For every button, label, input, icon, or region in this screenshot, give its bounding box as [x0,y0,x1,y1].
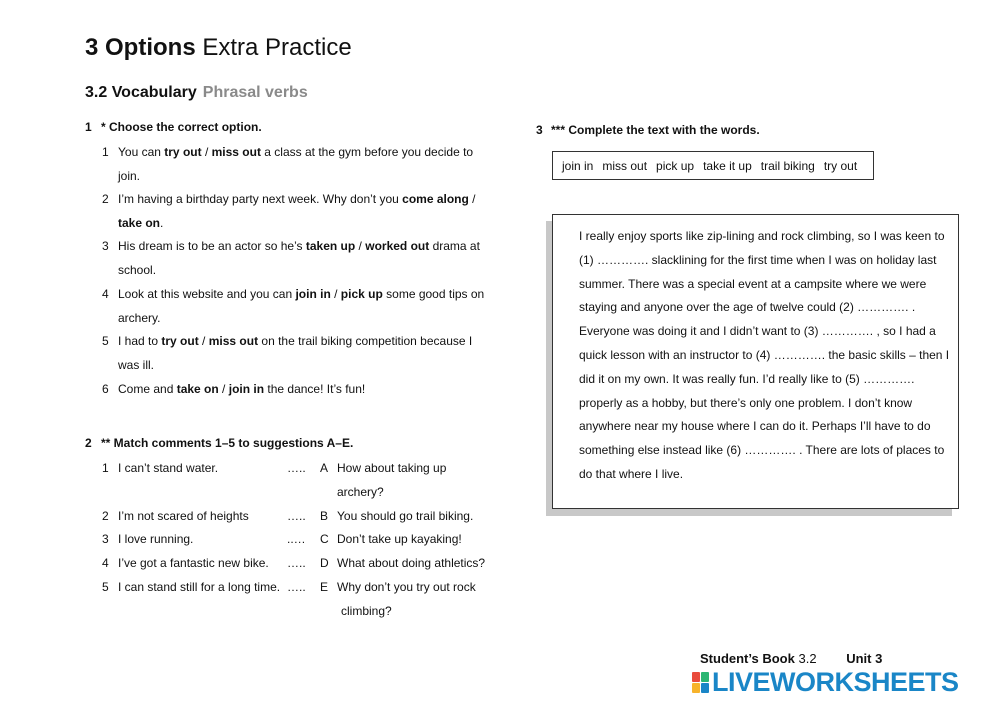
suggestion-text: Why don’t you try out rock [337,580,476,594]
answer-blank[interactable]: ….. [287,461,306,475]
comment-text: I love running. [118,532,194,546]
suggestion-text: What about doing athletics? [337,556,486,570]
suggestion-letter: C [320,532,329,546]
exercise-1-item [102,283,492,330]
row-number: 3 [102,532,109,546]
suggestion-text-cont: archery? [337,485,384,499]
text-line: anywhere near my house where I can do it. Perhaps I’ll have to do [579,419,931,434]
option-word[interactable]: pick up [340,287,383,301]
item-number: 4 [102,287,109,301]
logo-block [692,672,700,682]
text-line: do that where I live. [579,466,684,481]
suggestion-text-cont: climbing? [341,604,392,618]
exercise-1-item [102,141,492,188]
option-word[interactable]: miss out [208,334,259,348]
text-line: summer. There was a special event at a campsite where we were [579,276,927,291]
option-word[interactable]: try out [161,334,199,348]
item-text: I had to try out / miss out on the trail biking competition because I was ill. [118,334,473,372]
item-text: Look at this website and you can join in / pick up some good tips on archery. [118,287,485,325]
comment-text: I can’t stand water. [118,461,219,475]
option-word[interactable]: try out [164,145,202,159]
suggestion-letter: E [320,580,329,594]
word-option: join in [562,158,594,173]
exercise-1-item [102,330,492,377]
logo-block [692,683,700,693]
option-word[interactable]: worked out [365,239,430,253]
answer-blank[interactable]: ….. [287,509,306,523]
comment-text: I’ve got a fantastic new bike. [118,556,269,570]
item-text: His dream is to be an actor so he’s taken up / worked out drama at school. [118,239,480,277]
text-line: something else instead like (6) …………. . There are lots of places to [579,443,945,458]
item-number: 3 [102,239,109,253]
page-title: 3 Options Extra Practice [85,34,352,61]
option-word[interactable]: take on [176,382,219,396]
word-box [552,151,874,180]
item-text: You can try out / miss out a class at the gym before you decide to join. [118,145,474,183]
row-number: 5 [102,580,109,594]
row-number: 2 [102,509,109,523]
option-word[interactable]: join in [228,382,265,396]
option-word[interactable]: take on [118,215,161,230]
logo-block [701,683,709,693]
logo-text: LIVEWORKSHEETS [712,666,959,697]
suggestion-letter: D [320,556,329,570]
item-number: 6 [102,382,109,396]
exercise-2-instruction: 2 ** Match comments 1–5 to suggestions A–E. [85,436,354,450]
logo-block [701,672,709,682]
section-heading: 3.2 Vocabulary Phrasal verbs [85,84,308,101]
exercise-1-item [102,235,492,282]
word-option: pick up [656,158,695,173]
suggestion-letter: B [320,509,329,523]
suggestion-text: Don’t take up kayaking! [337,532,462,546]
item-text: Come and take on / join in the dance! It’s fun! [118,382,366,396]
exercise-1-item [102,378,492,402]
logo-blocks-icon [692,672,709,693]
suggestion-text: You should go trail biking. [337,509,474,523]
comment-text: I can stand still for a long time. [118,580,281,594]
item-number: 5 [102,334,109,348]
text-line: I really enjoy sports like zip-lining and rock climbing, so I was keen to [579,229,945,243]
answer-blank[interactable]: ..… [287,532,306,546]
text-line: (1) …………. slacklining for the first time when I was on holiday last [579,252,937,267]
text-line: did it on my own. It was really fun. I’d really like to (5) …………. [579,371,915,386]
comment-text: I’m not scared of heights [118,509,249,523]
suggestion-text: How about taking up [337,461,447,475]
text-line: quick lesson with an instructor to (4) …………. the basic skills – then I [579,347,950,362]
option-word[interactable]: come along [402,192,469,206]
option-word[interactable]: miss out [211,145,261,159]
word-option: take it up [703,158,752,173]
text-line: properly as a hobby, but there’s only one problem. I don’t know [579,395,913,410]
word-option: miss out [602,158,648,173]
answer-blank[interactable]: ….. [287,556,306,570]
footer-reference: Student’s Book 3.2 Unit 3 [700,651,883,666]
liveworksheets-logo[interactable] [692,667,959,697]
exercise-1-item [102,188,492,235]
suggestion-letter: A [320,461,329,475]
answer-blank[interactable]: ….. [287,580,306,594]
option-word[interactable]: join in [295,287,331,301]
word-option: trail biking [760,158,815,173]
text-line: Everyone was doing it and I didn’t want to (3) …………. , so I had a [579,324,936,339]
gap-fill-text [552,214,959,509]
exercise-3-instruction: 3 *** Complete the text with the words. [536,123,760,137]
option-word[interactable]: taken up [305,239,356,253]
item-number: 1 [102,145,109,159]
word-option: try out [823,158,858,173]
row-number: 4 [102,556,109,570]
exercise-1-instruction: 1 * Choose the correct option. [85,120,262,134]
row-number: 1 [102,461,109,475]
item-number: 2 [102,192,109,206]
item-text: I’m having a birthday party next week. Why don’t you come along / take on. [118,192,476,230]
text-line: staying and anyone over the age of twelve could (2) …………. . [579,300,916,315]
